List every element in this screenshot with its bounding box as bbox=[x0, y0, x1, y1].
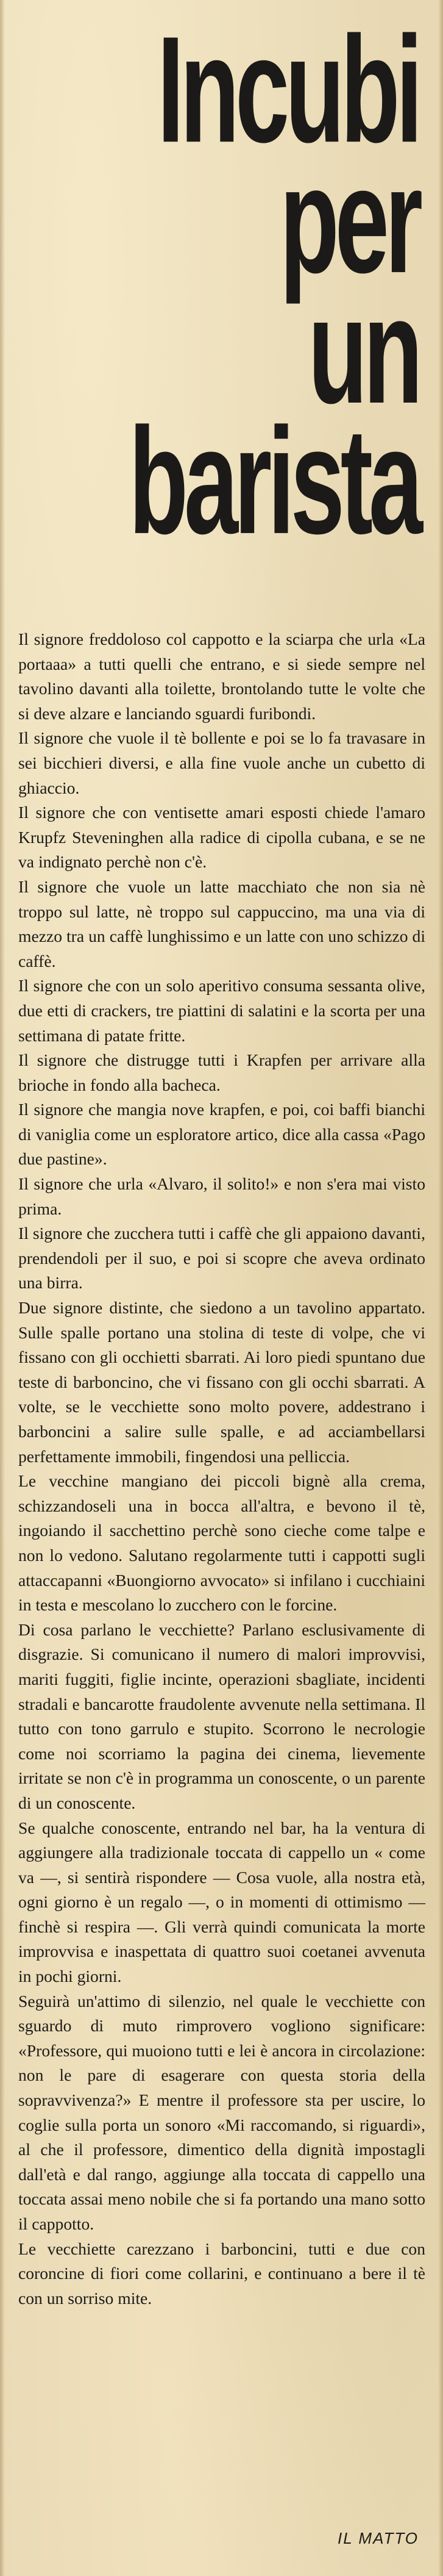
paper-edge-left bbox=[0, 0, 5, 2576]
paragraph: Il signore che con un solo aperitivo consuma sessanta olive, due etti di crackers, tre piattini di salatini e la scorta per una settimana di patate fritte. bbox=[18, 976, 425, 1045]
paragraph: Il signore che zucchera tutti i caffè che gli appaiono davanti, prendendoli per il suo, e poi si scopre che aveva ordinato una birra. bbox=[18, 1224, 425, 1293]
paper-edge-right bbox=[438, 0, 443, 2576]
paragraph: Il signore che vuole un latte macchiato che non sia nè troppo sul latte, nè troppo sul cappuccino, ma una via di mezzo tra un caffè lunghissimo e un latte con uno schizzo di caffè. bbox=[18, 877, 425, 970]
paragraph: Seguirà un'attimo di silenzio, nel quale le vecchiette con sguardo di muto rimprovero vogliono significare: «Professore, qui muoiono tutti e lei è ancora in circolazione: non le pare di esagerare con questa storia della sopravvivenza?» E mentre il professore sta per uscire, lo coglie sulla porta un sonoro «Mi raccomando, si riguardi», al che il professore, dimentico della dignità impostagli dall'età e dal rango, aggiunge alla toccata di cappello una toccata assai meno nobile che si fa portando una mano sotto il cappotto. bbox=[18, 1991, 425, 2233]
paragraph: Il signore che mangia nove krapfen, e poi, coi baffi bianchi di vaniglia come un esploratore artico, dice alla cassa «Pago due pastine». bbox=[18, 1100, 425, 1169]
paragraph: Il signore che distrugge tutti i Krapfen per arrivare alla brioche in fondo alla bacheca. bbox=[18, 1050, 425, 1094]
paragraph: Due signore distinte, che siedono a un tavolino appartato. Sulle spalle portano una stolina di teste di volpe, che vi fissano con gli occhietti sbarrati. Ai loro piedi spuntano due teste di barboncino, che vi fissano con gli occhi sbarrati. A volte, se le vecchiette sono molto povere, addestrano i barboncini a salire sulle spalle, e ad acciambellarsi perfettamente immobili, fingendosi una pelliccia. bbox=[18, 1298, 425, 1466]
author-signature: IL MATTO bbox=[337, 2529, 419, 2547]
paragraph: Di cosa parlano le vecchiette? Parlano esclusivamente di disgrazie. Si comunicano il numero di malori improvvisi, mariti fuggiti, figlie incinte, operazioni sbagliate, incidenti stradali e bancarotte fraudolente avvenute nella settimana. Il tutto con tono garrulo e stupito. Scorrono le necrologie come noi scorriamo la pagina dei cinema, lievemente irritate se non c'è in programma un conoscente, o un parente di un conoscente. bbox=[18, 1620, 425, 1812]
headline-line-2: per bbox=[280, 135, 419, 304]
paragraph: Il signore che vuole il tè bollente e poi se lo fa travasare in sei bicchieri diversi, e alla fine vuole anche un cubetto di ghiaccio. bbox=[18, 728, 425, 797]
headline-line-3: un bbox=[308, 265, 419, 435]
headline-line-1: Incubi bbox=[157, 4, 419, 174]
paragraph: Il signore che urla «Alvaro, il solito!» e non s'era mai visto prima. bbox=[18, 1174, 425, 1218]
paragraph: Se qualche conoscente, entrando nel bar, ha la ventura di aggiungere alla tradizionale toccata di cappello un « come va —, si sentirà rispondere — Cosa vuole, alla nostra età, ogni giorno è un regalo —, o in momenti di ottimismo — finchè si respira —. Gli verrà quindi comunicata la morte improvvisa e inaspettata di quattro suoi coetanei avvenuta in pochi giorni. bbox=[18, 1818, 425, 1986]
paragraph: Le vecchine mangiano dei piccoli bignè alla crema, schizzandoseli una in bocca all'altra, e bevono il tè, ingoiando il sacchettino perchè sono cieche come talpe e non lo vedono. Salutano regolarmente tutti i cappotti sugli attaccapanni «Buongiorno avvocato» si infilano i cucchiaini in testa e mescolano lo zucchero con le forcine. bbox=[18, 1471, 425, 1615]
paragraph: Il signore che con ventisette amari esposti chiede l'amaro Krupfz Steveninghen alla radice di cipolla cubana, e se ne va indignato perchè non c'è. bbox=[18, 803, 425, 872]
paragraph: Il signore freddoloso col cappotto e la sciarpa che urla «La portaaa» a tutti quelli che entrano, e si siede sempre nel tavolino davanti alla toilette, brontolando tutte le volte che si deve alzare e lanciando sguardi furibondi. bbox=[18, 630, 425, 723]
headline bbox=[19, 4, 419, 565]
paragraph: Le vecchiette carezzano i barboncini, tutti e due con coroncine di fiori come collarini, e continuano a bere il tè con un sorriso mite. bbox=[18, 2239, 425, 2308]
article-body bbox=[18, 627, 425, 2311]
headline-line-4: barista bbox=[129, 396, 419, 565]
